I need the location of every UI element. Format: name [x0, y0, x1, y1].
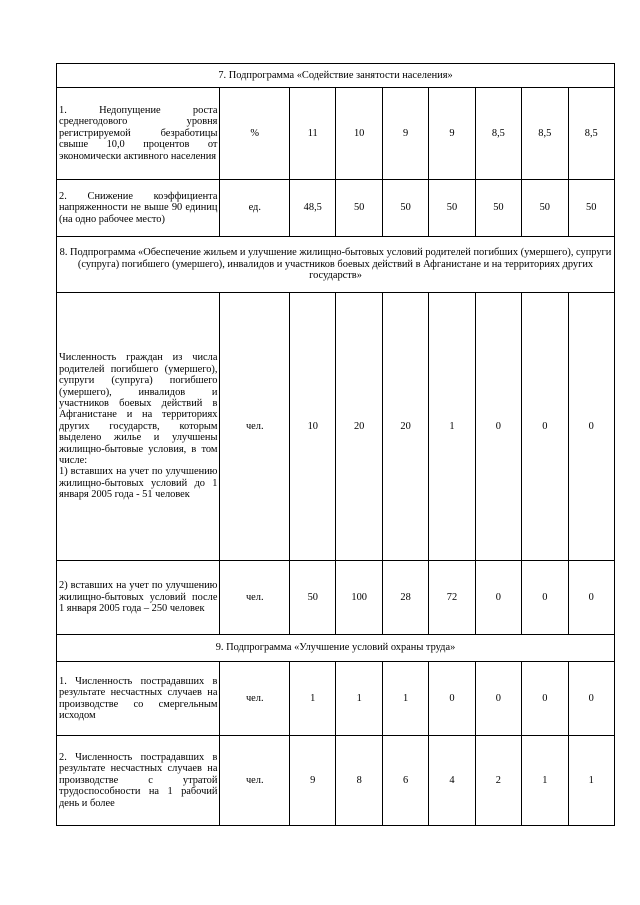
- value-cell: 1: [568, 736, 615, 826]
- value-cell: 0: [568, 293, 615, 561]
- unit-cell: ед.: [220, 180, 290, 237]
- value-cell: 1: [336, 662, 382, 736]
- value-cell: 9: [429, 88, 475, 180]
- value-cell: 100: [336, 561, 382, 635]
- section-header-row: [57, 237, 615, 293]
- value-cell: 28: [382, 561, 428, 635]
- unit-cell: чел.: [220, 736, 290, 826]
- value-cell: 50: [522, 180, 568, 237]
- value-cell: 48,5: [290, 180, 336, 237]
- value-cell: 8,5: [475, 88, 521, 180]
- value-cell: 0: [475, 662, 521, 736]
- table-row: [57, 662, 615, 736]
- section-header-row: [57, 64, 615, 88]
- indicator-description: 2. Снижение коэффициента напряженности не выше 90 единиц (на одно рабочее место): [57, 180, 220, 237]
- unit-cell: чел.: [220, 293, 290, 561]
- value-cell: 50: [568, 180, 615, 237]
- value-cell: 50: [336, 180, 382, 237]
- indicator-description: 1. Недопущение роста среднегодового уровня регистрируемой безработицы свыше 10,0 процентов от экономически активного населения: [57, 88, 220, 180]
- value-cell: 2: [475, 736, 521, 826]
- value-cell: 6: [382, 736, 428, 826]
- indicator-description: 2. Численность пострадавших в результате несчастных случаев на производстве с утратой трудоспособности на 1 рабочий день и более: [57, 736, 220, 826]
- indicator-description: [57, 293, 220, 561]
- value-cell: 8,5: [568, 88, 615, 180]
- indicator-description-sub: 1) вставших на учет по улучшению жилищно-бытовых условий до 1 января 2005 года - 51 человек: [59, 466, 218, 501]
- table-row: [57, 736, 615, 826]
- value-cell: 0: [475, 561, 521, 635]
- value-cell: 10: [336, 88, 382, 180]
- value-cell: 8: [336, 736, 382, 826]
- table-row: [57, 88, 615, 180]
- value-cell: 1: [290, 662, 336, 736]
- value-cell: 11: [290, 88, 336, 180]
- value-cell: 50: [382, 180, 428, 237]
- value-cell: 0: [568, 561, 615, 635]
- indicator-description: 2) вставших на учет по улучшению жилищно-бытовых условий после 1 января 2005 года – 250 человек: [57, 561, 220, 635]
- indicators-table: [56, 63, 615, 826]
- value-cell: 1: [429, 293, 475, 561]
- value-cell: 0: [568, 662, 615, 736]
- indicator-description-main: Численность граждан из числа родителей погибшего (умершего), супруги (супруга) погибшего (умершего), инвалидов и участников боевых действий в Афганистане и на территориях других государств, которым выделено жилье и улучшены жилищно-бытовые условия, в том числе:: [59, 352, 218, 467]
- indicator-description: 1. Численность пострадавших в результате несчастных случаев на производстве со смергельным исходом: [57, 662, 220, 736]
- table-row: [57, 180, 615, 237]
- value-cell: 0: [522, 561, 568, 635]
- section-title: 9. Подпрограмма «Улучшение условий охраны труда»: [57, 635, 615, 662]
- section-title: 8. Подпрограмма «Обеспечение жильем и улучшение жилищно-бытовых условий родителей погибших (умершего), супруги (супруга) погибшего (умершего), инвалидов и участников боевых действий в Афганистане и на территориях других государств»: [57, 237, 615, 293]
- section-header-row: [57, 635, 615, 662]
- value-cell: 20: [336, 293, 382, 561]
- value-cell: 10: [290, 293, 336, 561]
- value-cell: 0: [522, 662, 568, 736]
- value-cell: 72: [429, 561, 475, 635]
- value-cell: 1: [522, 736, 568, 826]
- value-cell: 50: [475, 180, 521, 237]
- value-cell: 8,5: [522, 88, 568, 180]
- value-cell: 9: [382, 88, 428, 180]
- value-cell: 4: [429, 736, 475, 826]
- value-cell: 50: [290, 561, 336, 635]
- table-row: [57, 293, 615, 561]
- value-cell: 0: [475, 293, 521, 561]
- value-cell: 50: [429, 180, 475, 237]
- value-cell: 0: [429, 662, 475, 736]
- unit-cell: чел.: [220, 662, 290, 736]
- value-cell: 0: [522, 293, 568, 561]
- unit-cell: чел.: [220, 561, 290, 635]
- value-cell: 1: [382, 662, 428, 736]
- value-cell: 20: [382, 293, 428, 561]
- unit-cell: %: [220, 88, 290, 180]
- section-title: 7. Подпрограмма «Содействие занятости населения»: [57, 64, 615, 88]
- value-cell: 9: [290, 736, 336, 826]
- table-row: [57, 561, 615, 635]
